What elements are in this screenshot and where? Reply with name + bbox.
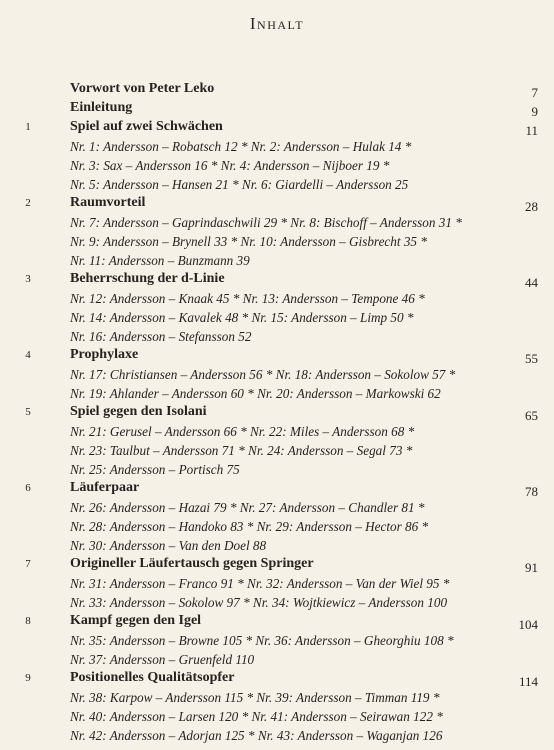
chapter-number: 1 [25,121,31,133]
game-entries: Nr. 9: Andersson – Brynell 33 * Nr. 10: Andersson – Gisbrecht 35 * [70,234,427,249]
toc-entry-vorwort [0,80,554,99]
game-line [0,289,554,308]
entry-page: 7 [531,85,538,100]
chapter-number: 5 [25,406,31,418]
chapter-heading [0,669,554,688]
chapter-heading [0,555,554,574]
game-line [0,308,554,327]
game-line [0,536,554,555]
chapter-title: Spiel gegen den Isolani [70,404,207,419]
game-entries: Nr. 26: Andersson – Hazai 79 * Nr. 27: Andersson – Chandler 81 * [70,500,425,515]
game-entries: Nr. 1: Andersson – Robatsch 12 * Nr. 2: Andersson – Hulak 14 * [70,139,412,154]
game-line [0,498,554,517]
table-of-contents [0,80,554,745]
game-entries: Nr. 38: Karpow – Andersson 115 * Nr. 39: Andersson – Timman 119 * [70,690,440,705]
chapter-number: 3 [25,273,31,285]
chapter-page: 104 [518,617,538,632]
game-line [0,232,554,251]
entry-title: Einleitung [70,100,133,115]
chapter-title: Läuferpaar [70,480,140,495]
entry-page: 9 [531,104,538,119]
game-line [0,593,554,612]
chapter-heading [0,194,554,213]
game-line [0,631,554,650]
game-line [0,137,554,156]
chapter-title: Beherrschung der d-Linie [70,271,225,286]
game-line [0,327,554,346]
game-line [0,384,554,403]
chapter-heading [0,118,554,137]
chapter-page: 55 [525,351,538,366]
game-line [0,726,554,745]
game-entries: Nr. 14: Andersson – Kavalek 48 * Nr. 15: Andersson – Limp 50 * [70,310,414,325]
game-line [0,688,554,707]
game-line [0,156,554,175]
game-entries: Nr. 28: Andersson – Handoko 83 * Nr. 29: Andersson – Hector 86 * [70,519,429,534]
game-entries: Nr. 21: Gerusel – Andersson 66 * Nr. 22: Miles – Andersson 68 * [70,424,415,439]
chapter-number: 2 [25,197,31,209]
chapter-number: 4 [25,349,31,361]
game-line [0,213,554,232]
chapter-title: Raumvorteil [70,195,146,210]
game-entries: Nr. 31: Andersson – Franco 91 * Nr. 32: Andersson – Van der Wiel 95 * [70,576,450,591]
chapter-number: 9 [25,672,31,684]
game-entries: Nr. 5: Andersson – Hansen 21 * Nr. 6: Giardelli – Andersson 25 [70,177,409,192]
game-line [0,175,554,194]
chapter-page: 65 [525,408,538,423]
chapter-page: 11 [525,123,538,138]
game-line [0,460,554,479]
chapter-heading [0,479,554,498]
chapter-heading [0,403,554,422]
game-entries: Nr. 11: Andersson – Bunzmann 39 [70,253,250,268]
toc-entry-einleitung [0,99,554,118]
game-line [0,574,554,593]
chapter-number: 7 [25,558,31,570]
game-entries: Nr. 23: Taulbut – Andersson 71 * Nr. 24: Andersson – Segal 73 * [70,443,413,458]
game-entries: Nr. 40: Andersson – Larsen 120 * Nr. 41: Andersson – Seirawan 122 * [70,709,443,724]
chapter-heading [0,270,554,289]
game-entries: Nr. 19: Ahlander – Andersson 60 * Nr. 20: Andersson – Markowski 62 [70,386,441,401]
game-line [0,517,554,536]
game-entries: Nr. 25: Andersson – Portisch 75 [70,462,240,477]
chapter-page: 78 [525,484,538,499]
chapter-heading [0,346,554,365]
game-entries: Nr. 7: Andersson – Gaprindaschwili 29 * Nr. 8: Bischoff – Andersson 31 * [70,215,462,230]
game-entries: Nr. 12: Andersson – Knaak 45 * Nr. 13: Andersson – Tempone 46 * [70,291,425,306]
game-entries: Nr. 17: Christiansen – Andersson 56 * Nr. 18: Andersson – Sokolow 57 * [70,367,456,382]
game-entries: Nr. 33: Andersson – Sokolow 97 * Nr. 34: Wojtkiewicz – Andersson 100 [70,595,448,610]
entry-title: Vorwort von Peter Leko [70,81,215,96]
page-title: Inhalt [249,14,305,33]
chapter-title: Spiel auf zwei Schwächen [70,119,223,134]
game-line [0,251,554,270]
game-entries: Nr. 37: Andersson – Gruenfeld 110 [70,652,255,667]
chapter-page: 91 [525,560,538,575]
game-line [0,441,554,460]
game-entries: Nr. 42: Andersson – Adorjan 125 * Nr. 43: Andersson – Waganjan 126 [70,728,443,743]
game-line [0,650,554,669]
game-line [0,707,554,726]
chapter-title: Origineller Läufertausch gegen Springer [70,556,314,571]
chapter-page: 28 [525,199,538,214]
chapter-heading [0,612,554,631]
chapter-title: Prophylaxe [70,347,139,362]
chapter-title: Positionelles Qualitätsopfer [70,670,235,685]
chapter-number: 6 [25,482,31,494]
game-entries: Nr. 3: Sax – Andersson 16 * Nr. 4: Andersson – Nijboer 19 * [70,158,390,173]
game-line [0,365,554,384]
game-entries: Nr. 35: Andersson – Browne 105 * Nr. 36: Andersson – Gheorghiu 108 * [70,633,454,648]
chapter-page: 44 [525,275,538,290]
game-entries: Nr. 16: Andersson – Stefansson 52 [70,329,252,344]
game-line [0,422,554,441]
chapter-page: 114 [518,674,538,689]
chapter-number: 8 [25,615,31,627]
chapter-title: Kampf gegen den Igel [70,613,202,628]
game-entries: Nr. 30: Andersson – Van den Doel 88 [70,538,267,553]
